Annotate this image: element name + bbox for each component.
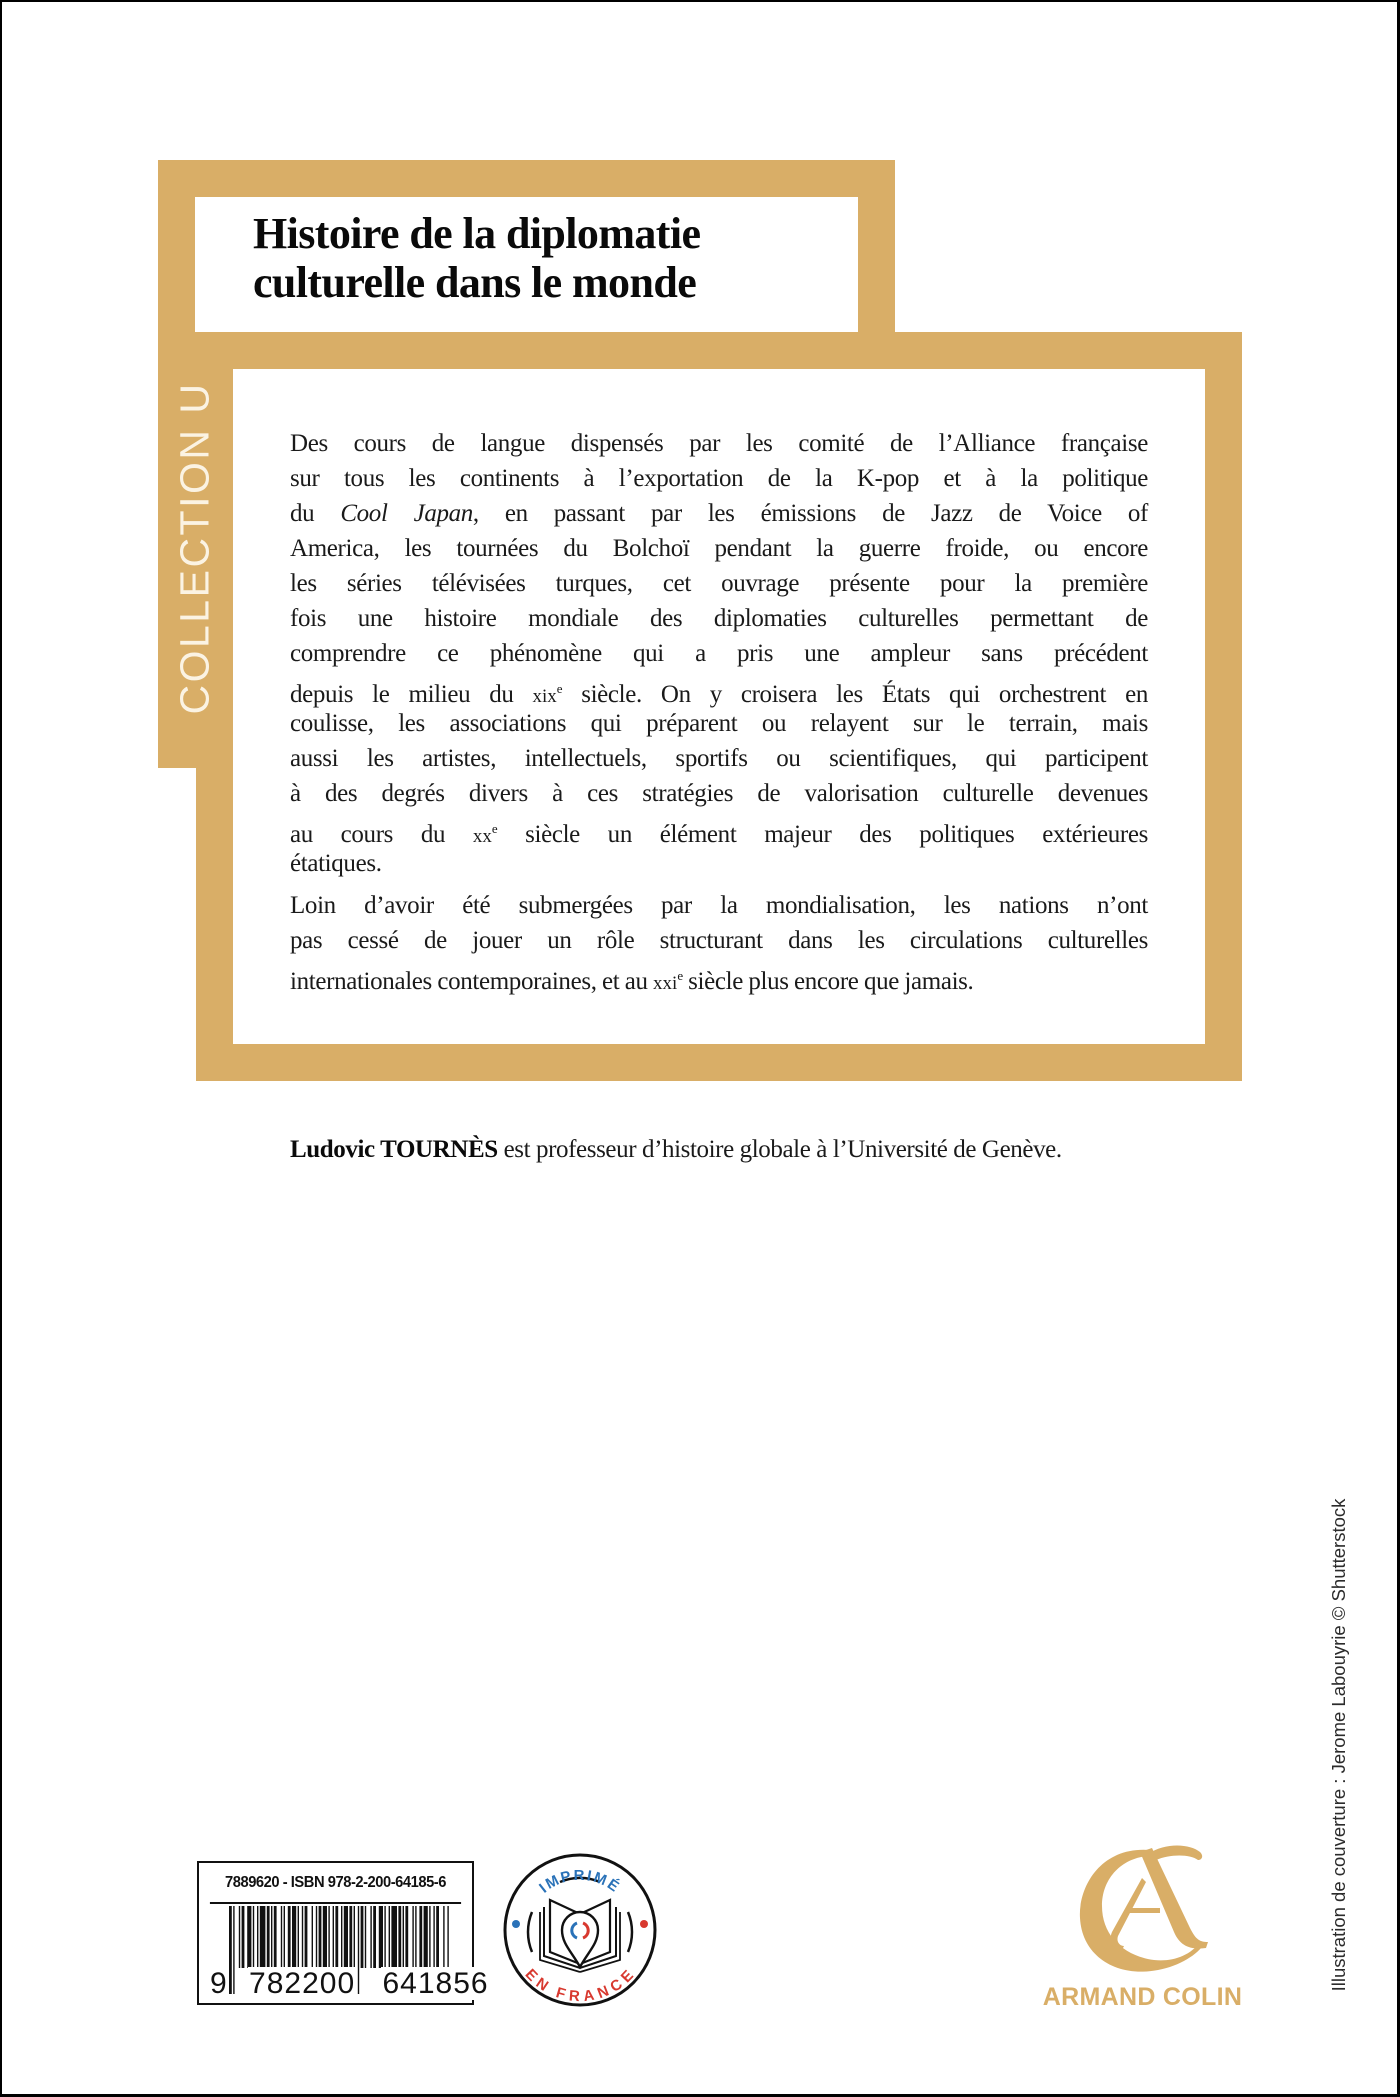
isbn-header: 7889620 - ISBN 978-2-200-64185-6 [210,1863,461,1904]
blurb-line: les séries télévisées turques, cet ouvrage présente pour la première [290,570,1148,597]
svg-text:EN FRANCE: EN FRANCE [521,1965,639,2006]
cover-credit-text: Illustration de couverture : Jerome Labouyrie © Shutterstock [1328,1498,1349,1992]
blurb-line: comprendre ce phénomène qui a pris une ampleur sans précédent [290,640,1148,667]
blurb-paragraph [290,888,1148,993]
book-title-line-2: culturelle dans le monde [253,258,697,307]
blurb-line: fois une histoire mondiale des diplomaties culturelles permettant de [290,605,1148,632]
blurb-line: à des degrés divers à ces stratégies de valorisation culturelle devenues [290,780,1148,807]
blurb-paragraph [290,426,1148,881]
blurb-line: pas cessé de jouer un rôle structurant dans les circulations culturelles [290,927,1148,954]
barcode-digits-right: 641856 [382,1967,489,2000]
blurb-line: Des cours de langue dispensés par les comité de l’Alliance française [290,430,1148,457]
imprime-en-france-badge-icon [502,1852,658,2008]
author-name: Ludovic TOURNÈS [290,1136,498,1163]
blurb-line: aussi les artistes, intellectuels, sportifs ou scientifiques, qui participent [290,745,1148,772]
book-title [253,209,843,307]
ac-monogram-icon [1040,1838,1245,1978]
author-bio [290,1136,1150,1164]
barcode-digit-first: 9 [210,1967,228,2000]
svg-text:IMPRIMÉ: IMPRIMÉ [536,1867,624,1897]
barcode-digits-left: 782200 [249,1967,356,2000]
collection-label-text: COLLECTION U [171,381,218,715]
publisher-name: ARMAND COLIN [1042,1983,1243,2011]
book-title-line-1: Histoire de la diplomatie [253,209,701,258]
publisher-logo [1040,1838,1245,2013]
blurb-line: du Cool Japan, en passant par les émissions de Jazz de Voice of [290,500,1148,527]
blurb-text [290,426,1148,1000]
isbn-barcode [197,1861,489,2005]
blurb-line: internationales contemporaines, et au xxi$^e$ siècle plus encore que jamais. [290,968,974,995]
blurb-line: au cours du $xx^e$ siècle un élément majeur des politiques extérieures [290,821,1148,848]
blurb-line: Loin d’avoir été submergées par la mondialisation, les nations n’ont [290,892,1148,919]
blurb-line: depuis le milieu du xix$^e$ siècle. On y croisera les États qui orchestrent en [290,681,1148,708]
blurb-line: coulisse, les associations qui préparent ou relayent sur le terrain, mais [290,710,1148,737]
blurb-line: étatiques. [290,850,382,877]
blurb-line: America, les tournées du Bolchoï pendant la guerre froide, ou encore [290,535,1148,562]
blurb-line: sur tous les continents à l’exportation de la K-pop et à la politique [290,465,1148,492]
author-description: est professeur d’histoire globale à l’Université de Genève. [497,1136,1062,1163]
barcode-digits [209,1967,489,2001]
